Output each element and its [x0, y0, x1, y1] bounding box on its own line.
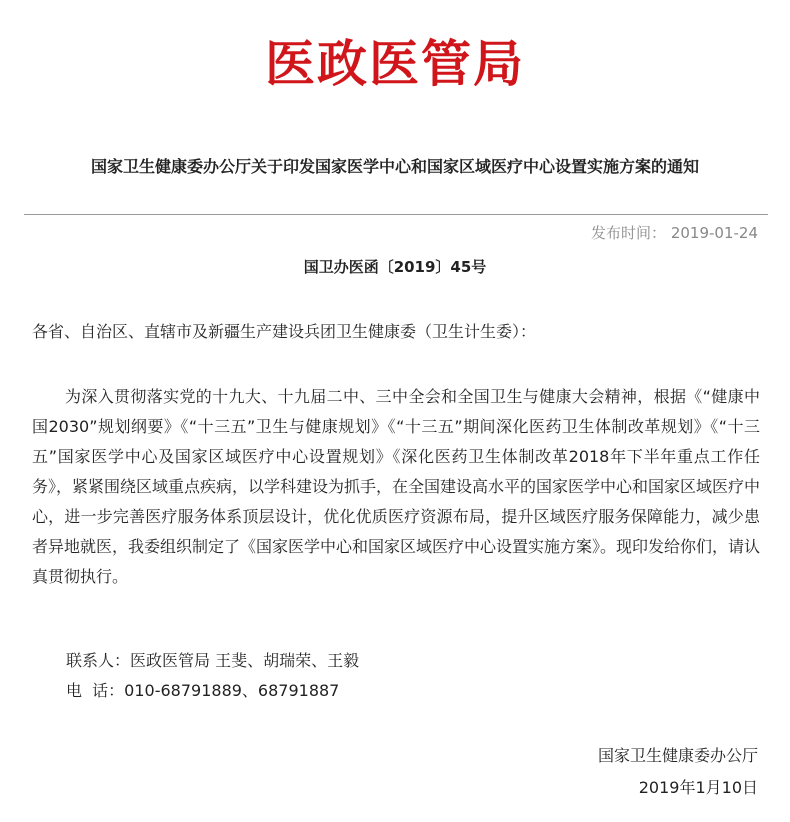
- signature-org: 国家卫生健康委办公厅: [597, 746, 758, 765]
- signature-block: [598, 740, 758, 804]
- document-title: 国家卫生健康委办公厅关于印发国家医学中心和国家区域医疗中心设置实施方案的通知: [90, 157, 699, 176]
- title-divider: [24, 214, 768, 215]
- publish-label: 发布时间：: [591, 224, 667, 242]
- publish-info: [591, 222, 758, 244]
- publish-date: 2019-01-24: [670, 224, 758, 242]
- contact-person: 联系人：医政医管局 王斐、胡瑞荣、王毅: [66, 651, 360, 670]
- contact-phone: 电 话：010-68791889、68791887: [66, 681, 340, 700]
- contact-block: [66, 646, 359, 706]
- masthead-title: 医政医管局: [265, 35, 525, 93]
- signature-date: 2019年1月10日: [638, 778, 758, 797]
- salutation: 各省、自治区、直辖市及新疆生产建设兵团卫生健康委（卫生计生委）：: [32, 322, 537, 341]
- document-number: 国卫办医函〔2019〕45号: [303, 258, 487, 276]
- body-paragraph: 为深入贯彻落实党的十九大、十九届二中、三中全会和全国卫生与健康大会精神，根据《“健康中国2030”规划纲要》《“十三五”卫生与健康规划》《“十三五”期间深化医药卫生体制改革规划》《“十三五”国家医学中心及国家区域医疗中心设置规划》《深化医药卫生体制改革2018年下半年重点工作任务》，紧紧围绕区域重点疾病，以学科建设为抓手，在全国建设高水平的国家医学中心和国家区域医疗中心，进一步完善医疗服务体系顶层设计，优化优质医疗资源布局，提升区域医疗服务保障能力，减少患者异地就医，我委组织制定了《国家医学中心和国家区域医疗中心设置实施方案》。现印发给你们，请认真贯彻执行。: [32, 387, 761, 586]
